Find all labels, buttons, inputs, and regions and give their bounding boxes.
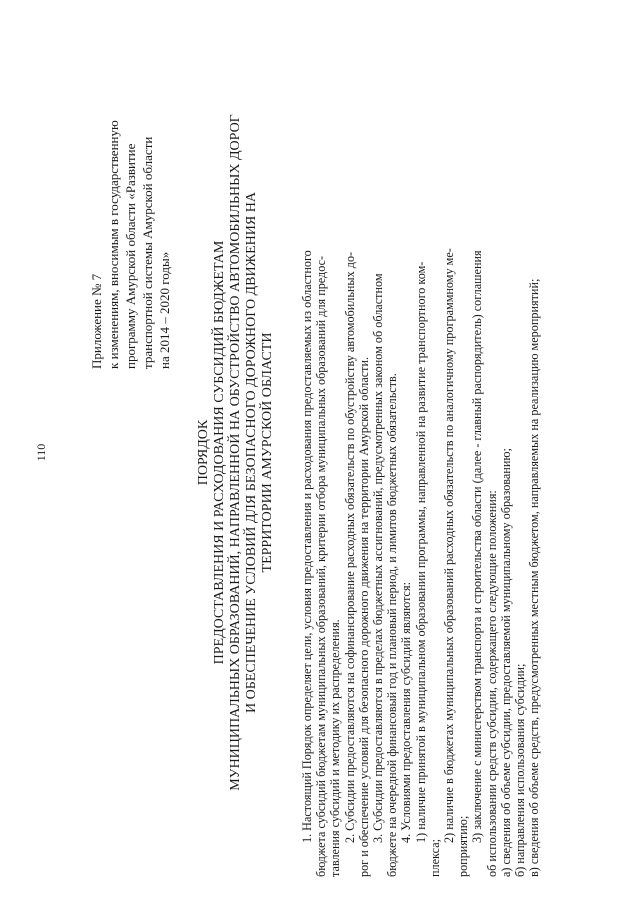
page-number: 110 <box>34 443 48 462</box>
body-line: 3. Субсидии предоставляются в пределах бюджетных ассигнований, предусмотренных законом об областном <box>371 273 386 843</box>
body-line: роприятию; <box>456 815 471 877</box>
title-line: ПОРЯДОК <box>196 419 211 486</box>
body-line: бюджета субсидий бюджетам муниципальных образований, критерии отбора муниципальных образований для предос- <box>314 255 329 877</box>
document-body <box>300 21 541 877</box>
title-line: ТЕРРИТОРИИ АМУРСКОЙ ОБЛАСТИ <box>260 332 275 573</box>
body-line: рог и обеспечение условий для безопасного дорожного движения на территории Амурской области. <box>356 356 371 877</box>
document-title <box>196 0 276 905</box>
appendix-line: на 2014 – 2020 годы» <box>157 251 172 369</box>
body-line: в) сведения об объеме средств, предусмотренных местным бюджетом, направляемых на реализацию мероприятий; <box>527 278 542 877</box>
appendix-line: к изменениям, вносимым в государственную <box>106 120 121 369</box>
title-line: МУНИЦИПАЛЬНЫХ ОБРАЗОВАНИЙ, НАПРАВЛЕННОЙ НА ОБУСТРОЙСТВО АВТОМОБИЛЬНЫХ ДОРОГ <box>228 114 243 791</box>
title-line: И ОБЕСПЕЧЕНИЕ УСЛОВИЙ ДЛЯ БЕЗОПАСНОГО ДОРОЖНОГО ДВИЖЕНИЯ НА <box>244 192 259 713</box>
body-line: 1) наличие принятой в муниципальном образовании программы, направленной на развитие транспортного ком- <box>413 261 428 843</box>
appendix-line: транспортной системы Амурской области <box>140 136 155 369</box>
body-line: б) направления использования субсидии; <box>513 663 528 877</box>
title-line: ПРЕДОСТАВЛЕНИЯ И РАСХОДОВАНИЯ СУБСИДИЙ БЮДЖЕТАМ <box>212 240 227 665</box>
body-line: 2. Субсидии предоставляются на софинансирование расходных обязательств по обустройству автомобильных до- <box>342 251 357 843</box>
body-line: а) сведения об объеме субсидии, предоставляемой муниципальному образованию; <box>498 448 513 877</box>
body-line: бюджете на очередной финансовый год и плановый период, и лимитов бюджетных обязательств. <box>385 373 400 877</box>
body-line: 2) наличие в бюджетах муниципальных образований расходных обязательств по аналогичному программному ме- <box>442 248 457 843</box>
body-line: тавления субсидий и методику их распределения. <box>328 619 343 877</box>
body-line: об использовании средств субсидии, содержащего следующие положения: <box>484 490 499 877</box>
body-line: 1. Настоящий Порядок определяет цели, условия предоставления и расходования предоставляемых из областного <box>300 250 314 843</box>
appendix-line: программу Амурской области «Развитие <box>123 143 138 369</box>
appendix-block <box>88 29 173 369</box>
appendix-line: Приложение № 7 <box>89 273 104 369</box>
body-line: 4. Условиями предоставления субсидий являются: <box>399 582 414 843</box>
body-line: плекса; <box>427 839 442 877</box>
body-line: 3) заключение с министерством транспорта и строительства области (далее - главный распорядитель) соглашения <box>470 250 485 843</box>
